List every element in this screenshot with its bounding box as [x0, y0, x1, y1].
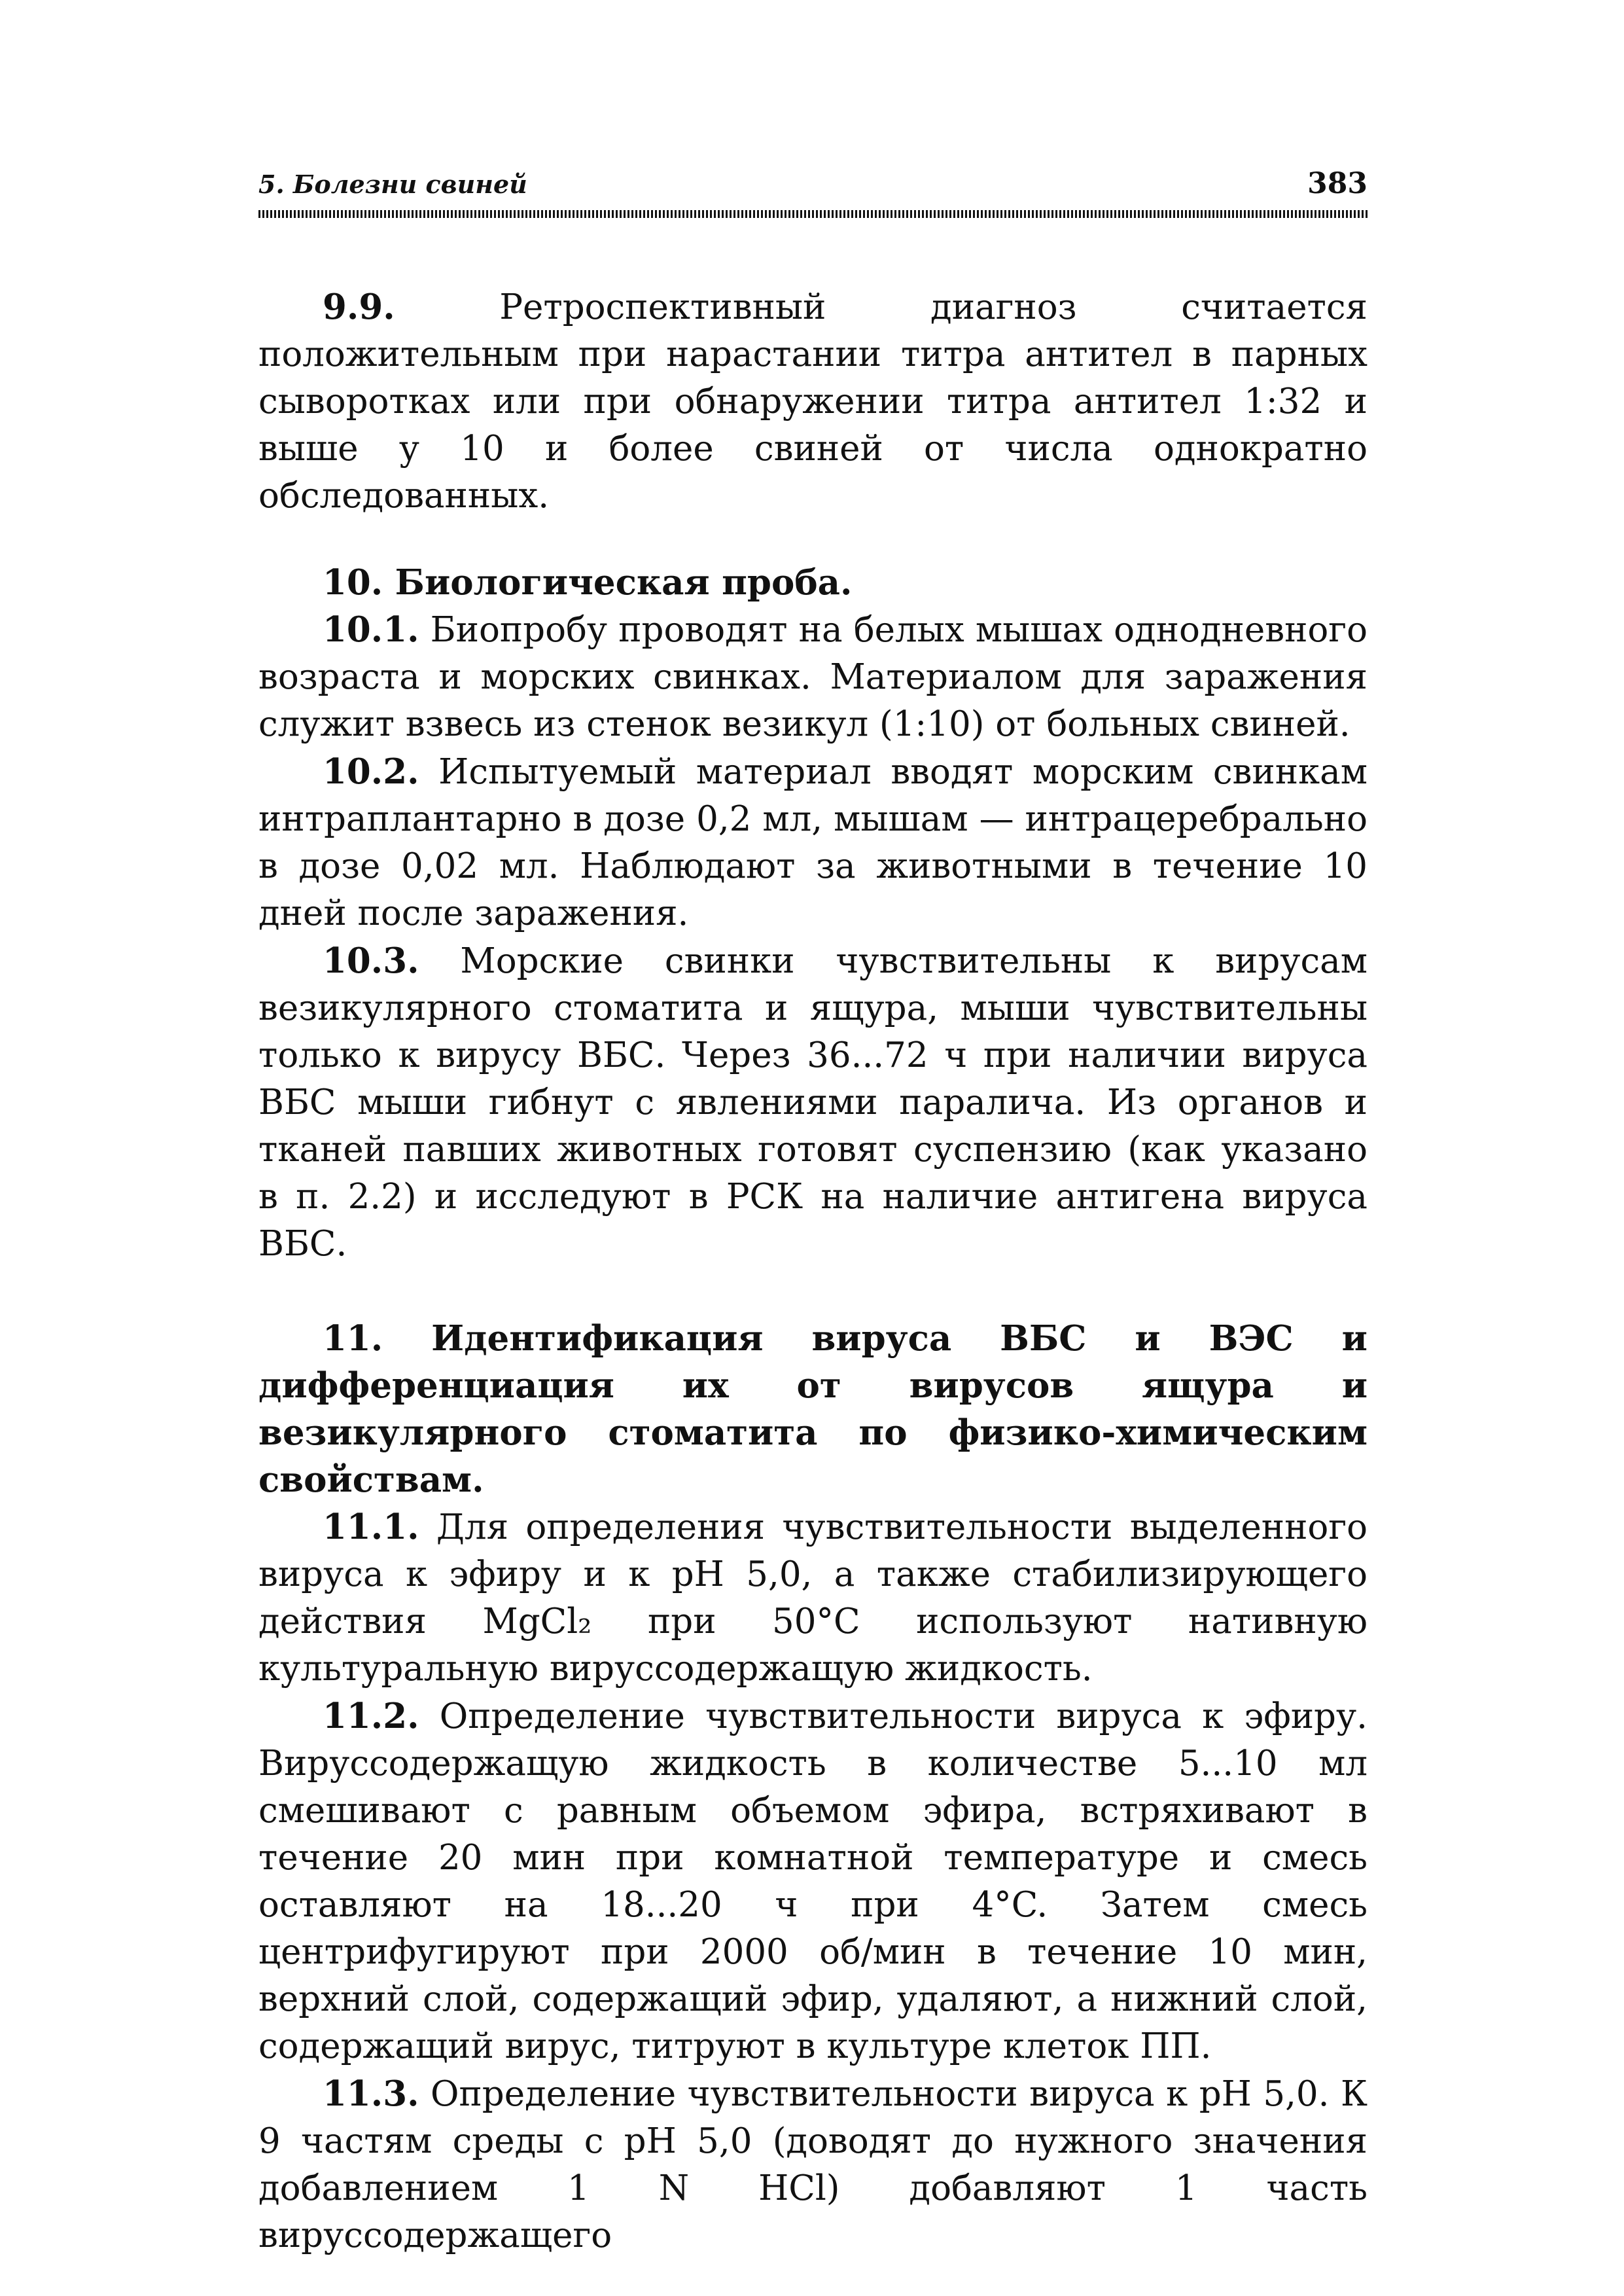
paragraph-10-2: 10.2. Испытуемый материал вводят морским свинкам интраплантарно в дозе 0,2 мл, мышам — интрацеребрально в дозе 0,02 мл. Наблюдают за животными в течение 10 дней после заражения. — [258, 751, 1368, 933]
paragraph-10-3: 10.3. Морские свинки чувствительны к вирусам везикулярного стоматита и ящура, мыши чувствительны только к вирусу ВБС. Через 36...72 ч при наличии вируса ВБС мыши гибнут с явлениями паралича. Из органов и тканей павших животных готовят суспензию (как указано в п. 2.2) и исследуют в РСК на наличие антигена вируса ВБС. — [258, 941, 1368, 1264]
heading-10: 10. Биологическая проба. — [323, 562, 853, 603]
paragraph-9-9: 9.9. Ретроспективный диагноз считается положительным при нарастании титра антител в парных сыворотках или при обнаружении титра антител 1:32 и выше у 10 и более свиней от числа однократно обследованных. — [258, 287, 1368, 516]
running-head — [258, 167, 1368, 206]
paragraph-11-2: 11.2. Определение чувствительности вируса к эфиру. Вируссодержащую жидкость в количестве 5...10 мл смешивают с равным объемом эфира, встряхивают в течение 20 мин при комнатной температуре и смесь оставляют на 18...20 ч при 4°C. Затем смесь центрифугируют при 2000 об/мин в течение 10 мин, верхний слой, содержащий эфир, удаляют, а нижний слой, содержащий вирус, титруют в культуре клеток ПП. — [258, 1696, 1368, 2066]
paragraph-10-1: 10.1. Биопробу проводят на белых мышах однодневного возраста и морских свинках. Материалом для заражения служит взвесь из стенок везикул (1:10) от больных свиней. — [258, 609, 1368, 744]
section-title: 5. Болезни свиней — [258, 170, 527, 199]
paragraph-11-1: 11.1. Для определения чувствительности выделенного вируса к эфиру и к pH 5,0, а также стабилизирующего действия MgCl₂ при 50°C используют нативную культуральную вируссодержащую жидкость. — [258, 1507, 1368, 1689]
body-text — [258, 283, 1368, 2259]
book-page — [258, 167, 1368, 2259]
heading-11: 11. Идентификация вируса ВБС и ВЭС и дифференциация их от вирусов ящура и везикулярного стоматита по физико-химическим свойствам. — [258, 1318, 1368, 1500]
header-rule — [258, 210, 1368, 218]
paragraph-11-3: 11.3. Определение чувствительности вируса к pH 5,0. К 9 частям среды с pH 5,0 (доводят до нужного значения добавлением 1 N HCl) добавляют 1 часть вируссодержащего — [258, 2073, 1368, 2255]
page-number: 383 — [1307, 167, 1368, 200]
